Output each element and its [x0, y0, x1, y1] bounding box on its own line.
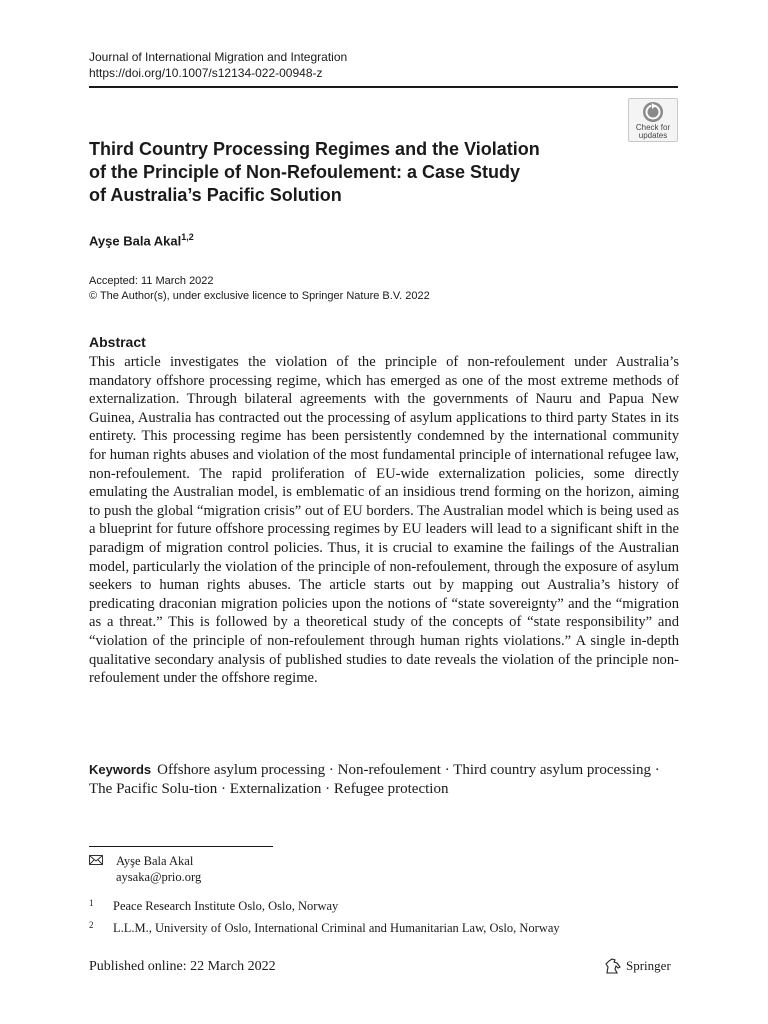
- affiliation-2: [89, 920, 560, 936]
- author-name[interactable]: Ayşe Bala Akal: [89, 233, 182, 249]
- affiliation-2-text: L.L.M., University of Oslo, International Criminal and Humanitarian Law, Oslo, Norway: [113, 921, 560, 935]
- contact-email[interactable]: aysaka@prio.org: [116, 870, 202, 884]
- footnote-rule: [89, 846, 273, 847]
- keywords-label: Keywords: [89, 762, 152, 777]
- accepted-date: Accepted: 11 March 2022: [89, 275, 214, 287]
- affiliation-1: [89, 898, 338, 914]
- published-date: Published online: 22 March 2022: [89, 959, 276, 974]
- corresponding-author: [89, 853, 201, 885]
- doi-link[interactable]: https://doi.org/10.1007/s12134-022-00948-z: [89, 66, 323, 80]
- author: [89, 232, 194, 248]
- contact-name: Ayşe Bala Akal: [116, 854, 194, 868]
- affiliation-2-number: 2: [89, 920, 94, 930]
- publisher-name: Springer: [626, 958, 671, 973]
- publisher-logo[interactable]: [604, 958, 671, 974]
- check-updates-label: Check for updates: [635, 123, 671, 140]
- abstract-heading: Abstract: [89, 334, 146, 350]
- keywords: [89, 760, 679, 799]
- journal-header: [89, 49, 347, 81]
- article-dates: [89, 274, 430, 304]
- affiliation-1-number: 1: [89, 898, 94, 908]
- check-for-updates-badge[interactable]: [628, 98, 678, 142]
- title-line-2: of the Principle of Non-Refoulement: a Case Study: [89, 162, 521, 182]
- envelope-icon: [89, 855, 103, 865]
- header-rule: [89, 86, 678, 88]
- springer-horse-icon: [604, 958, 622, 974]
- license-notice: © The Author(s), under exclusive licence to Springer Nature B.V. 2022: [89, 290, 430, 302]
- article-title: [89, 138, 609, 207]
- title-line-3: of Australia’s Pacific Solution: [89, 185, 342, 205]
- check-updates-icon: [642, 101, 664, 123]
- author-affiliation-marks: 1,2: [181, 232, 194, 242]
- abstract-text: This article investigates the violation of the principle of non-refoulement under Australia’s mandatory offshore processing regime, which has emerged as one of the most extreme methods of externalization. Through bilateral agreements with the governments of Nauru and Papua New Guinea, Australia has contracted out the processing of asylum applications to third party States in its entirety. This processing regime has been persistently condemned by the international community for human rights abuses and violation of the most fundamental principle of international refugee law, non-refoulement. The rapid proliferation of EU-wide externalization policies, some directly emulating the Australian model, is emblematic of an insidious trend forming on the horizon, aiming to push the global “migration crisis” out of EU borders. The Australian model which is being used as a blueprint for future offshore processing regimes by EU leaders will lead to a significant shift in the paradigm of migration control policies. Thus, it is crucial to examine the failings of the Australian model, particularly the violation of the principle of non-refoulement, through the exposure of asylum seekers to human rights abuses. The article starts out by mapping out Australia’s history of predicating draconian migration policies upon the notions of “state sovereignty” and the “migration as a threat.” This is followed by a theoretical study of the concepts of “state responsibility” and “violation of the principle of non-refoulement through human rights violations.” A single in-depth qualitative secondary analysis of published studies to date reveals the violation of the principle non-refoulement under the offshore regime.: [89, 354, 679, 687]
- affiliation-1-text: Peace Research Institute Oslo, Oslo, Norway: [113, 899, 339, 913]
- title-line-1: Third Country Processing Regimes and the Violation: [89, 139, 540, 159]
- journal-name: Journal of International Migration and Integration: [89, 50, 348, 64]
- keywords-list: Offshore asylum processing · Non-refoulement · Third country asylum processing · The Pacific Solu-tion · Externalization · Refugee protection: [89, 762, 660, 797]
